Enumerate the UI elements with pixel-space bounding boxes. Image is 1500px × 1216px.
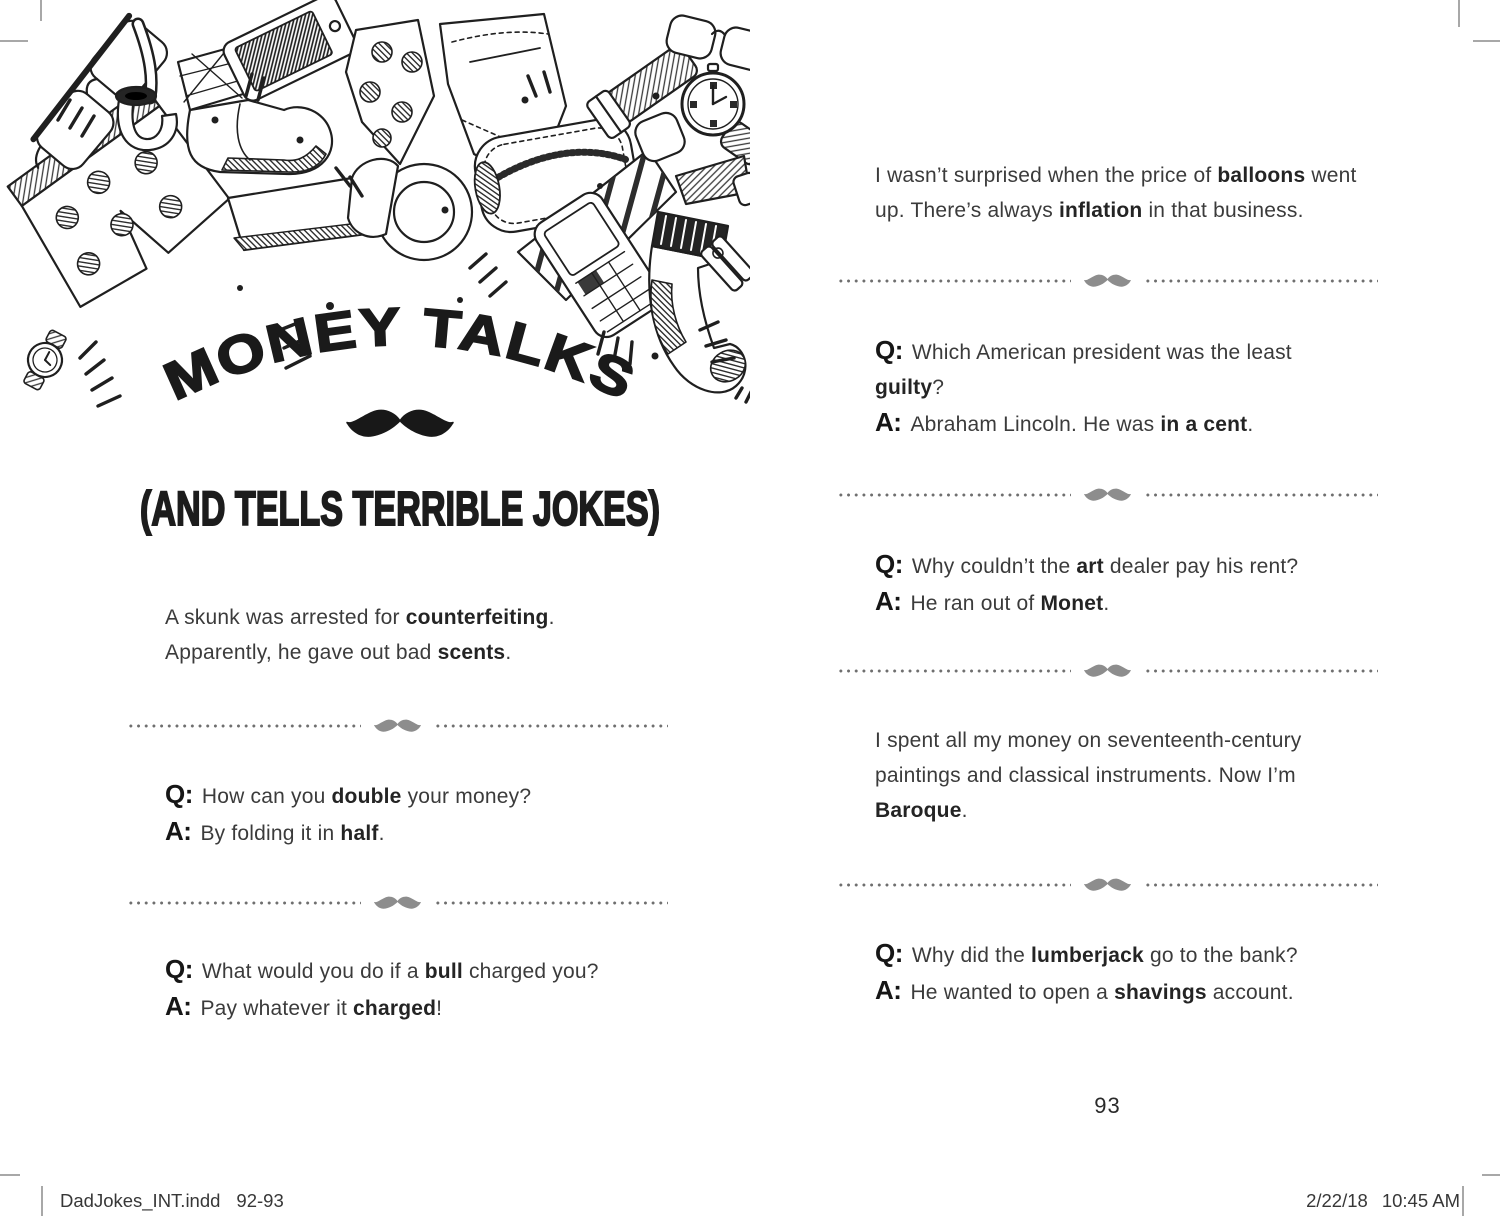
- qa-prefix: Q:: [875, 938, 903, 968]
- footer-date: 2/22/18: [1306, 1190, 1368, 1211]
- qa-prefix: Q:: [875, 549, 903, 579]
- dotted-rule: [837, 493, 1071, 497]
- dotted-rule: [1144, 493, 1378, 497]
- chapter-subtitle: (AND TELLS TERRIBLE JOKES): [140, 483, 660, 536]
- joke-line: guilty?: [875, 376, 945, 399]
- crop-mark: [1482, 1174, 1500, 1176]
- dotted-rule: [837, 279, 1071, 283]
- dotted-rule: [434, 724, 668, 728]
- crop-mark: [1458, 0, 1460, 27]
- joke-line: Q: Which American president was the least: [875, 335, 1292, 365]
- joke-line: A skunk was arrested for counterfeiting.: [165, 606, 555, 629]
- mustache-icon: [1084, 487, 1131, 503]
- qa-prefix: Q:: [165, 954, 193, 984]
- dotted-rule: [837, 669, 1071, 673]
- qa-prefix: A:: [875, 407, 902, 437]
- section-divider: [837, 271, 1378, 291]
- joke-line: A: He ran out of Monet.: [875, 586, 1110, 616]
- mustache-icon: [1084, 877, 1131, 893]
- joke-double-money: [165, 777, 531, 851]
- dotted-rule: [1144, 883, 1378, 887]
- joke-line: A: Abraham Lincoln. He was in a cent.: [875, 407, 1254, 437]
- mustache-icon: [346, 406, 454, 442]
- joke-line: Apparently, he gave out bad scents.: [165, 641, 512, 664]
- joke-line: Q: Why couldn’t the art dealer pay his rent?: [875, 549, 1299, 579]
- joke-line: up. There’s always inflation in that business.: [875, 199, 1304, 222]
- footer-timestamp: [1306, 1190, 1460, 1212]
- mustache-icon: [1084, 663, 1131, 679]
- joke-line: A: He wanted to open a shavings account.: [875, 975, 1294, 1005]
- qa-prefix: Q:: [875, 335, 903, 365]
- joke-skunk: [165, 600, 555, 670]
- joke-line: A: Pay whatever it charged!: [165, 991, 443, 1021]
- section-divider: [837, 661, 1378, 681]
- joke-line: paintings and classical instruments. Now I’m: [875, 764, 1296, 787]
- section-divider: [127, 716, 668, 736]
- hanging-sock-icon: [649, 212, 750, 392]
- svg-text:MONEY TALKS: [156, 298, 645, 412]
- crop-mark: [1473, 40, 1500, 42]
- dotted-rule: [837, 883, 1071, 887]
- footer-sheet-label: 92-93: [236, 1190, 284, 1211]
- mustache-icon: [374, 718, 421, 734]
- joke-balloons: [875, 158, 1357, 228]
- footer-filename: DadJokes_INT.indd: [60, 1190, 221, 1211]
- footer-time: 10:45 AM: [1381, 1190, 1460, 1211]
- joke-line: I spent all my money on seventeenth-century: [875, 729, 1302, 752]
- chapter-title: MONEY TALKS: [155, 297, 640, 412]
- qa-prefix: A:: [875, 975, 902, 1005]
- smartphone-icon: [220, 0, 360, 104]
- dotted-rule: [1144, 669, 1378, 673]
- dotted-rule: [434, 901, 668, 905]
- small-watch-icon: [16, 326, 74, 395]
- qa-prefix: A:: [165, 991, 192, 1021]
- crop-mark: [1462, 1186, 1464, 1216]
- dotted-rule: [1144, 279, 1378, 283]
- footer-file-info: [60, 1190, 284, 1212]
- joke-baroque: [875, 723, 1302, 828]
- crop-mark: [41, 1186, 43, 1216]
- page-number: 93: [1094, 1093, 1121, 1118]
- joke-president: [875, 333, 1292, 442]
- joke-line: Q: What would you do if a bull charged you?: [165, 954, 599, 984]
- joke-line: Q: Why did the lumberjack go to the bank?: [875, 938, 1298, 968]
- qa-prefix: Q:: [165, 779, 193, 809]
- qa-prefix: A:: [875, 586, 902, 616]
- dotted-rule: [127, 724, 361, 728]
- joke-line: Q: How can you double your money?: [165, 779, 532, 809]
- section-divider: [127, 893, 668, 913]
- joke-line: A: By folding it in half.: [165, 816, 385, 846]
- joke-line: Baroque.: [875, 799, 968, 822]
- clothes-brush-icon: [676, 156, 750, 207]
- qa-prefix: A:: [165, 816, 192, 846]
- section-divider: [837, 485, 1378, 505]
- polka-dot-tie-icon: [346, 20, 434, 164]
- section-divider: [837, 875, 1378, 895]
- joke-bull: [165, 952, 599, 1026]
- joke-line: I wasn’t surprised when the price of balloons went: [875, 164, 1357, 187]
- joke-lumberjack: [875, 936, 1298, 1010]
- dotted-rule: [127, 901, 361, 905]
- mustache-icon: [374, 895, 421, 911]
- chapter-subtitle-wrap: [136, 480, 664, 538]
- crop-mark: [0, 1174, 20, 1176]
- joke-art-dealer: [875, 547, 1298, 621]
- mustache-icon: [1084, 273, 1131, 289]
